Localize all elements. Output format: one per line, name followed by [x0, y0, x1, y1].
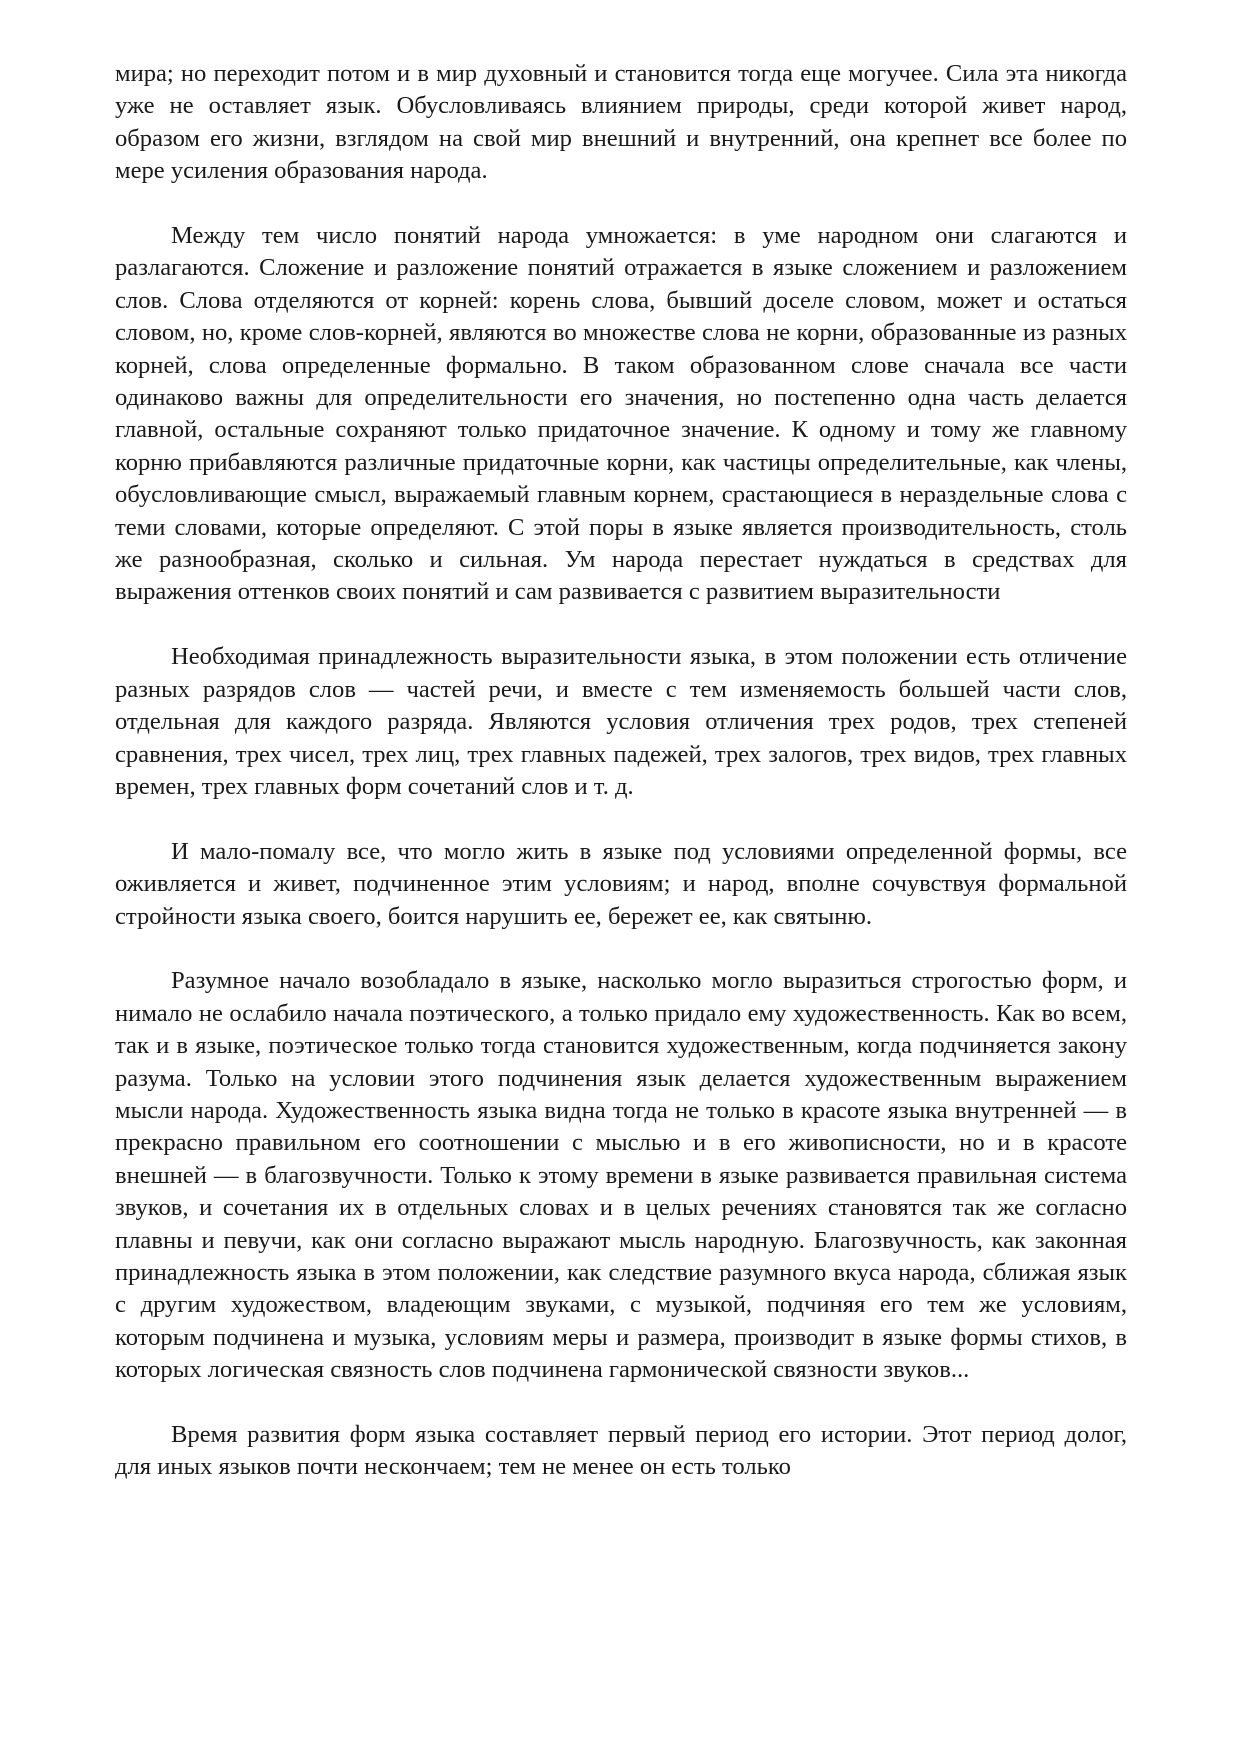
paragraph-1: мира; но переходит потом и в мир духовный и становится тогда еще могучее. Сила эта никогда уже не оставляет язык. Обусловливаясь влиянием природы, среди которой живет народ, образом его жизни, взглядом на свой мир внешний и внутренний, она крепнет все более по мере усиления образования народа. — [115, 60, 1127, 185]
paragraph-5: Разумное начало возобладало в языке, насколько могло выразиться строгостью форм, и нимало не ослабило начала поэтического, а только придало ему художественность. Как во всем, так и в языке, поэтическое только тогда становится художественным, когда подчиняется закону разума. Только на условии этого подчинения язык делается художественным выражением мысли народа. Художественность языка видна тогда не только в красоте языка внутренней — в прекрасно правильном его соотношении с мыслью и в его живописности, но и в красоте внешней — в благозвучности. Только к этому времени в языке развивается правильная система звуков, и сочетания их в отдельных словах и в целых речениях становятся так же согласно плавны и певучи, как они согласно выражают мысль народную. Благозвучность, как законная принадлежность языка в этом положении, как следствие разумного вкуса народа, сближая язык с другим художеством, владеющим звуками, с музыкой, подчиняя его тем же условиям, которым подчинена и музыка, условиям меры и размера, производит в языке формы стихов, в которых логическая связность слов подчинена гармонической связности звуков... — [115, 967, 1127, 1384]
paragraph-3: Необходимая принадлежность выразительности языка, в этом положении есть отличение разных разрядов слов — частей речи, и вместе с тем изменяемость большей части слов, отдельная для каждого разряда. Являются условия отличения трех родов, трех степеней сравнения, трех чисел, трех лиц, трех главных падежей, трех залогов, трех видов, трех главных времен, трех главных форм сочетаний слов и т. д. — [115, 643, 1127, 800]
paragraph-4: И мало-помалу все, что могло жить в языке под условиями определенной формы, все оживляется и живет, подчиненное этим условиям; и народ, вполне сочувствуя формальной стройности языка своего, боится нарушить ее, бережет ее, как святыню. — [115, 837, 1127, 930]
paragraph-2: Между тем число понятий народа умножается: в уме народном они слагаются и разлагаются. Сложение и разложение понятий отражается в языке сложением и разложением слов. Слова отделяются от корней: корень слова, бывший доселе словом, может и остаться словом, но, кроме слов-корней, являются во множестве слова не корни, образованные из разных корней, слова определенные формально. В таком образованном слове сначала все части одинаково важны для определительности его значения, но постепенно одна часть делается главной, остальные сохраняют только придаточное значение. К одному и тому же главному корню прибавляются различные придаточные корни, как частицы определительные, как члены, обусловливающие смысл, выражаемый главным корнем, срастающиеся в нераздельные слова с теми словами, которые определяют. С этой поры в языке является производительность, столь же разнообразная, сколько и сильная. Ум народа перестает нуждаться в средствах для выражения оттенков своих понятий и сам развивается с развитием выразительности — [115, 222, 1127, 606]
paragraph-6: Время развития форм языка составляет первый период его истории. Этот период долог, для иных языков почти нескончаем; тем не менее он есть только — [115, 1420, 1127, 1481]
document-page — [115, 58, 1127, 1484]
